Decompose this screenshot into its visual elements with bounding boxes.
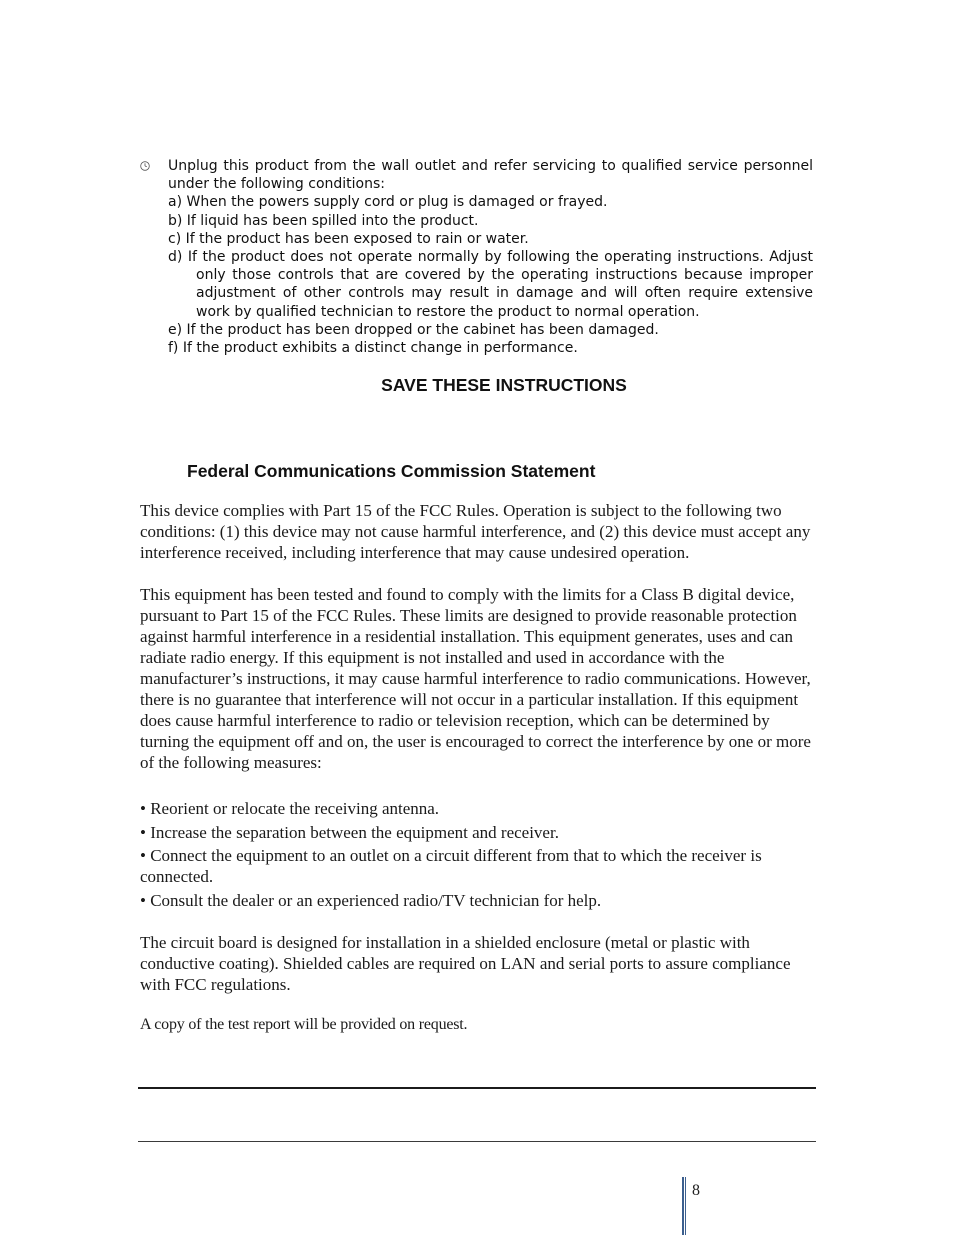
list-item: • Reorient or relocate the receiving antenna.: [140, 799, 440, 818]
fcc-paragraph-2: [140, 584, 816, 773]
page-bar-line: [682, 1177, 684, 1235]
safety-item: a) When the powers supply cord or plug is damaged or frayed.: [168, 194, 608, 211]
list-item: • Consult the dealer or an experienced radio/TV technician for help.: [140, 890, 602, 910]
test-report-note: A copy of the test report will be provided on request.: [140, 1016, 468, 1033]
safety-item: e) If the product has been dropped or the cabinet has been damaged.: [168, 321, 659, 338]
safety-item: d) If the product does not operate normally by following the operating instructions. Adjust only those controls that are covered by the operating instructions because improper adjustment of other controls may result in damage and will often require extensive work by qualified technician to restore the product to normal operation.: [168, 249, 813, 320]
paragraph-text: This device complies with Part 15 of the FCC Rules. Operation is subject to the following two conditions: (1) this device may not cause harmful interference, and (2) this device must accept any interference received, including interference that may cause undesired operation.: [140, 501, 811, 562]
list-item: • Increase the separation between the equipment and receiver.: [140, 822, 559, 842]
page-number: 8: [692, 1182, 700, 1199]
paragraph-text: The circuit board is designed for installation in a shielded enclosure (metal or plastic with conductive coating). Shielded cables are required on LAN and serial ports to assure compliance with FCC regulations.: [140, 933, 791, 994]
fcc-paragraph-1: [140, 500, 816, 563]
safety-intro-text: Unplug this product from the wall outlet and refer servicing to qualified service personnel under the following conditions:: [168, 158, 813, 193]
safety-item: c) If the product has been exposed to rain or water.: [168, 230, 529, 247]
safety-intro: [140, 157, 813, 193]
footer-rule-thin: [138, 1141, 816, 1142]
safety-item: b) If liquid has been spilled into the product.: [168, 212, 479, 229]
clock-icon: [140, 161, 150, 171]
safety-item: f) If the product exhibits a distinct change in performance.: [168, 340, 578, 357]
footer-rule-thick: [138, 1087, 816, 1089]
fcc-measures-list: [140, 798, 816, 913]
fcc-heading: Federal Communications Commission Statement: [187, 461, 596, 481]
page-bar-line: [685, 1177, 687, 1235]
page-number-bar: [682, 1177, 686, 1235]
save-instructions-heading: SAVE THESE INSTRUCTIONS: [381, 375, 627, 395]
list-item: • Connect the equipment to an outlet on a circuit different from that to which the receiver is connected.: [140, 846, 762, 886]
safety-conditions-list: [140, 157, 813, 357]
paragraph-text: This equipment has been tested and found to comply with the limits for a Class B digital device, pursuant to Part 15 of the FCC Rules. These limits are designed to provide reasonable protection against harmful interference in a residential installation. This equipment generates, uses and can radiate radio energy. If this equipment is not installed and used in accordance with the manufacturer’s instructions, it may cause harmful interference to radio communications. However, there is no guarantee that interference will not occur in a particular installation. If this equipment does cause harmful interference to radio or television reception, which can be determined by turning the equipment off and on, the user is encouraged to correct the interference by one or more of the following measures:: [140, 585, 811, 772]
fcc-paragraph-3: [140, 932, 816, 995]
